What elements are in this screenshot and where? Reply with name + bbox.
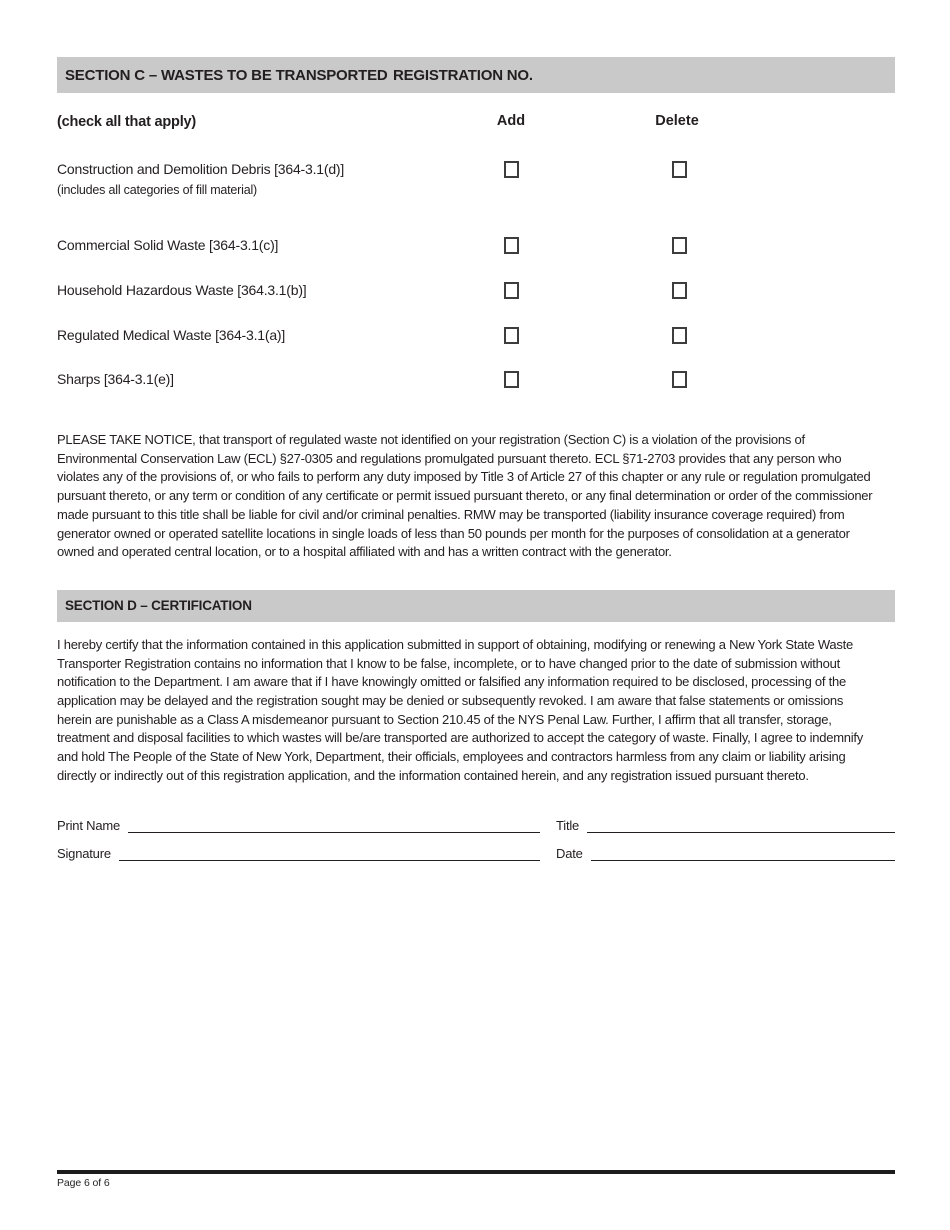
certification-paragraph: I hereby certify that the information contained in this application submitted in support of obtaining, modifying or renewing a New York State Waste Transporter Registration contains no information that I know to be false, incomplete, or to have changed prior to the date of submission without notification to the Department. I am aware that if I have knowingly omitted or falsified any information required to be disclosed, processing of the application may be delayed and the registration sought may be denied or subsequently revoked. I am aware that false statements or omissions herein are punishable as a Class A misdemeanor pursuant to Section 210.45 of the NYS Penal Law. Further, I affirm that all transfer, storage, treatment and disposal facilities to which wastes will be/are transported are authorized to accept the category of waste. Finally, I agree to indemnify and hold The People of the State of New York, Department, their officials, employees and contractors harmless from any claim or liability arising directly or indirectly out of this registration application, and the information contained herein, and any registration issued pursuant thereto. (57, 636, 863, 783)
footer-rule (57, 1170, 895, 1174)
print-name-field[interactable] (128, 817, 540, 833)
delete-checkbox[interactable] (672, 161, 687, 178)
add-checkbox[interactable] (504, 161, 519, 178)
checkbox-column-headers (57, 113, 895, 129)
date-group (556, 845, 895, 861)
delete-checkbox[interactable] (672, 237, 687, 254)
title-group (556, 817, 895, 833)
waste-row-regulated-medical-waste (57, 327, 895, 343)
add-column-header: Add (496, 113, 526, 129)
section-d-title: SECTION D – CERTIFICATION (65, 598, 252, 614)
title-field[interactable] (587, 817, 895, 833)
date-label: Date (556, 845, 583, 861)
waste-label: Regulated Medical Waste [364-3.1(a)] (57, 327, 286, 343)
section-c-header-bar (57, 57, 895, 93)
waste-label: Sharps [364-3.1(e)] (57, 371, 174, 387)
waste-row-household-hazardous-waste (57, 282, 895, 298)
signature-field[interactable] (119, 845, 540, 861)
delete-checkbox[interactable] (672, 327, 687, 344)
waste-row-construction-debris (57, 161, 895, 198)
waste-row-sharps (57, 371, 895, 387)
notice-paragraph: PLEASE TAKE NOTICE, that transport of regulated waste not identified on your registration (Section C) is a violation of the provisions of Environmental Conservation Law (ECL) §27-0305 and regulations promulgated pursuant thereto. ECL §71-2703 provides that any person who violates any of the provisions of, or who fails to perform any duty imposed by Title 3 of Article 27 of this chapter or any rule or regulation promulgated pursuant thereto, or any term or condition of any certificate or permit issued pursuant thereto, or any final determination or order of the commissioner made pursuant to this title shall be liable for civil and/or criminal penalties. RMW may be transported (liability insurance coverage required) from generator owned or operated satellite locations in single loads of less than 50 pounds per month for the purposes of consolidation at a generator owned and operated central location, or to a hospital affiliated with and has a written contract with the generator. (57, 432, 873, 560)
delete-column-header: Delete (655, 113, 699, 129)
date-field[interactable] (591, 845, 895, 861)
delete-checkbox[interactable] (672, 371, 687, 388)
signature-label: Signature (57, 845, 111, 861)
add-checkbox[interactable] (504, 237, 519, 254)
section-c-title: SECTION C – WASTES TO BE TRANSPORTED (65, 66, 388, 84)
waste-label: Household Hazardous Waste [364.3.1(b)] (57, 282, 307, 298)
print-name-label: Print Name (57, 817, 121, 833)
waste-sublabel: (includes all categories of fill material) (57, 183, 258, 197)
add-checkbox[interactable] (504, 282, 519, 299)
check-all-instruction: (check all that apply) (57, 114, 197, 130)
signature-row-1 (57, 817, 895, 833)
waste-label: Construction and Demolition Debris [364-3.1(d)] (57, 161, 345, 177)
add-checkbox[interactable] (504, 371, 519, 388)
signature-group (57, 845, 540, 861)
waste-row-commercial-solid-waste (57, 237, 895, 253)
section-d-header-bar (57, 590, 895, 622)
waste-label: Commercial Solid Waste [364-3.1(c)] (57, 237, 279, 253)
registration-no-label: REGISTRATION NO. (393, 66, 533, 84)
delete-checkbox[interactable] (672, 282, 687, 299)
title-label: Title (556, 817, 580, 833)
signature-row-2 (57, 845, 895, 861)
page-number: Page 6 of 6 (57, 1177, 110, 1189)
add-checkbox[interactable] (504, 327, 519, 344)
print-name-group (57, 817, 540, 833)
